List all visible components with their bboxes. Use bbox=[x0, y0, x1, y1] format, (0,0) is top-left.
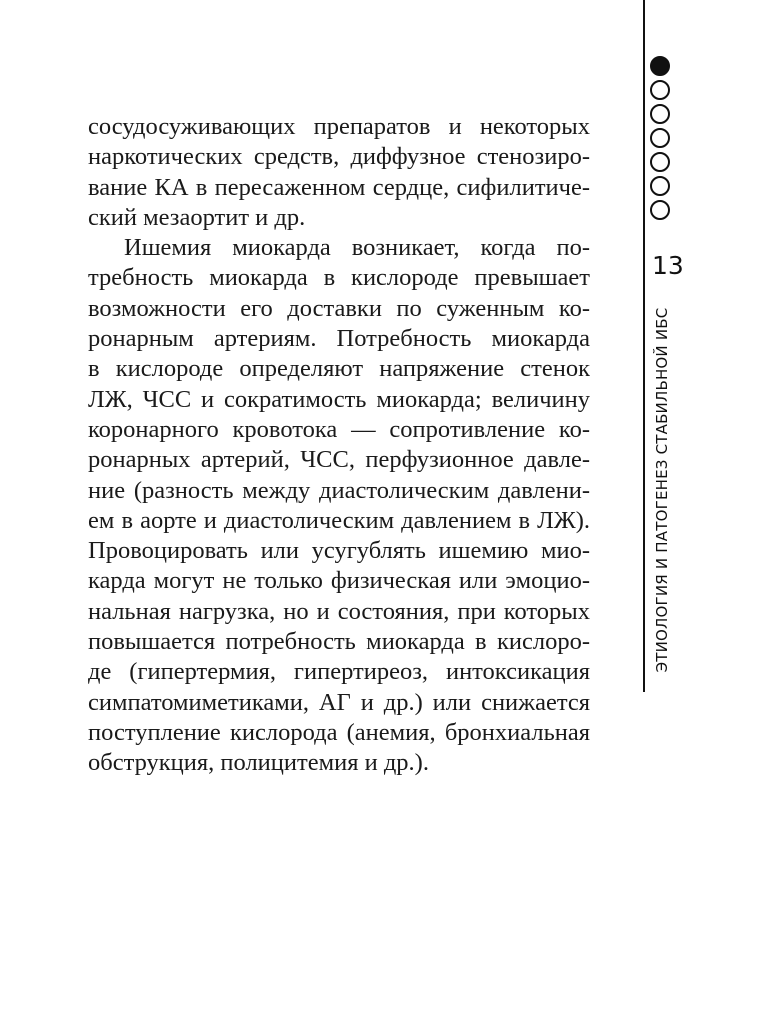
body-line: ский мезаортит и др. bbox=[88, 203, 306, 231]
body-line: ронарных артерий, ЧСС, перфузионное давле- bbox=[88, 446, 590, 474]
body-line: требность миокарда в кислороде превышает bbox=[88, 264, 590, 292]
section-markers bbox=[650, 56, 676, 224]
body-line: симпатомиметиками, АГ и др.) или снижается bbox=[88, 688, 590, 716]
body-line-paragraph-start: Ишемия миокарда возникает, когда по- bbox=[124, 234, 590, 262]
body-line: коронарного кровотока — сопротивление ко- bbox=[88, 415, 590, 443]
section-marker bbox=[650, 104, 670, 124]
section-marker bbox=[650, 152, 670, 172]
body-line: ЛЖ, ЧСС и сократимость миокарда; величину bbox=[88, 385, 590, 413]
body-line: ронарным артериям. Потребность миокарда bbox=[88, 325, 590, 353]
body-text bbox=[88, 112, 590, 779]
body-line: сосудосуживающих препаратов и некоторых bbox=[88, 113, 590, 140]
body-line: вание КА в пересаженном сердце, сифилитиче- bbox=[88, 173, 590, 201]
body-line: наркотических средств, диффузное стенозиро- bbox=[88, 143, 590, 171]
section-marker-active bbox=[650, 56, 670, 76]
section-marker bbox=[650, 128, 670, 148]
body-line: нальная нагрузка, но и состояния, при которых bbox=[88, 597, 590, 625]
body-line: де (гипертермия, гипертиреоз, интоксикация bbox=[88, 658, 590, 686]
body-line: Провоцировать или усугублять ишемию мио- bbox=[88, 537, 590, 565]
section-marker bbox=[650, 176, 670, 196]
body-line: в кислороде определяют напряжение стенок bbox=[88, 355, 590, 383]
body-line: повышается потребность миокарда в кислоро- bbox=[88, 628, 590, 656]
body-line: ние (разность между диастолическим давлени- bbox=[88, 476, 590, 504]
body-line: ем в аорте и диастолическим давлением в ЛЖ). bbox=[88, 506, 590, 534]
section-marker bbox=[650, 80, 670, 100]
body-line: обструкция, полицитемия и др.). bbox=[88, 749, 429, 777]
body-line: возможности его доставки по суженным ко- bbox=[88, 294, 590, 322]
margin-rule bbox=[643, 0, 645, 692]
body-line: поступление кислорода (анемия, бронхиальная bbox=[88, 718, 590, 746]
running-head: ЭТИОЛОГИЯ И ПАТОГЕНЕЗ СТАБИЛЬНОЙ ИБС bbox=[653, 307, 671, 673]
page-number: 13 bbox=[652, 251, 684, 280]
section-marker bbox=[650, 200, 670, 220]
body-line: карда могут не только физическая или эмоцио- bbox=[88, 567, 590, 595]
